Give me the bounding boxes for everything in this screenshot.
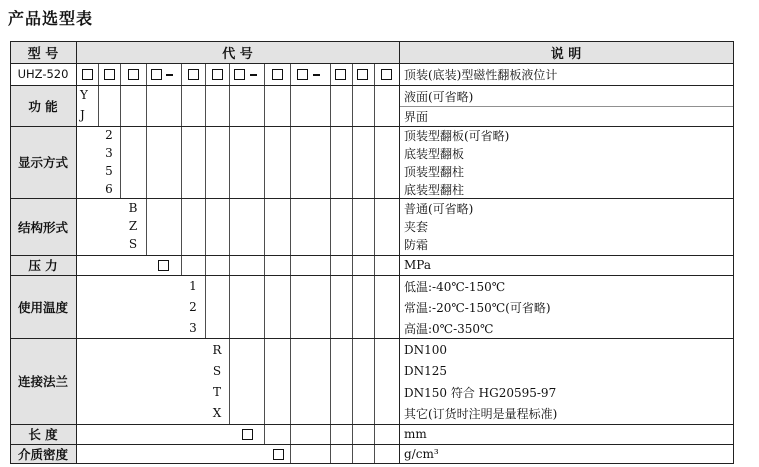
code-option: S <box>128 237 138 251</box>
section-label-density: 介质密度 <box>17 447 68 462</box>
model-description: 顶装(底装)型磁性翻板液位计 <box>404 67 558 82</box>
page-title: 产品选型表 <box>8 9 94 28</box>
code-option: 3 <box>105 146 113 160</box>
code-option: Z <box>128 219 138 233</box>
density-input-box <box>273 449 284 460</box>
option-description: DN150 符合 HG20595-97 <box>404 385 557 400</box>
code-box <box>188 69 199 80</box>
option-description: 界面 <box>404 109 429 124</box>
section-label-length: 长 度 <box>28 427 58 442</box>
code-box <box>297 69 308 80</box>
section-label-display: 显示方式 <box>17 155 68 170</box>
code-option: 6 <box>105 182 113 196</box>
model-name: UHZ-520 <box>17 67 69 81</box>
option-description: 底装型翻柱 <box>404 182 465 197</box>
header-model: 型 号 <box>27 46 59 62</box>
code-box <box>212 69 223 80</box>
length-input-box <box>242 429 253 440</box>
code-box <box>381 69 392 80</box>
code-separator <box>313 74 320 76</box>
code-option: 5 <box>105 164 113 178</box>
header-code: 代 号 <box>222 46 253 62</box>
option-description: 防霜 <box>404 237 429 252</box>
option-description: 底装型翻板 <box>404 146 465 161</box>
code-separator <box>250 74 257 76</box>
code-option: X <box>212 406 222 420</box>
option-description: 顶装型翻板(可省略) <box>404 128 510 143</box>
option-description: 普通(可省略) <box>404 201 474 216</box>
code-option: 3 <box>189 321 197 335</box>
header-description: 说 明 <box>550 46 582 62</box>
option-description: 低温:-40℃-150℃ <box>404 279 506 294</box>
option-description: 高温:0℃-350℃ <box>404 321 494 336</box>
code-option: 2 <box>189 300 197 314</box>
code-box <box>234 69 245 80</box>
code-box <box>104 69 115 80</box>
pressure-input-box <box>158 260 169 271</box>
code-box <box>272 69 283 80</box>
option-description: 夹套 <box>404 219 429 234</box>
code-option: 2 <box>105 128 113 142</box>
code-option: S <box>212 364 222 378</box>
code-option: B <box>128 201 138 215</box>
code-option: R <box>212 343 222 357</box>
code-option: 1 <box>189 279 197 293</box>
option-description: 顶装型翻柱 <box>404 164 465 179</box>
option-description: mm <box>404 427 427 441</box>
option-description: DN125 <box>404 364 448 378</box>
code-box <box>82 69 93 80</box>
section-label-flange: 连接法兰 <box>17 374 68 389</box>
option-description: 液面(可省略) <box>404 89 474 104</box>
section-label-pressure: 压 力 <box>28 258 58 273</box>
code-option: J <box>80 108 85 122</box>
code-box <box>357 69 368 80</box>
code-option: Y <box>80 88 88 102</box>
option-description: 其它(订货时注明是量程标准) <box>404 406 558 421</box>
code-option: T <box>212 385 221 399</box>
option-description: DN100 <box>404 343 448 357</box>
section-label-structure: 结构形式 <box>17 219 68 235</box>
option-description: 常温:-20℃-150℃(可省略) <box>404 300 551 315</box>
code-box <box>128 69 139 80</box>
code-box <box>151 69 162 80</box>
code-separator <box>166 74 173 76</box>
option-description: MPa <box>404 258 431 272</box>
section-label-function: 功 能 <box>28 98 58 114</box>
section-label-temperature: 使用温度 <box>17 299 68 315</box>
option-description: g/cm³ <box>404 447 439 461</box>
code-box <box>335 69 346 80</box>
